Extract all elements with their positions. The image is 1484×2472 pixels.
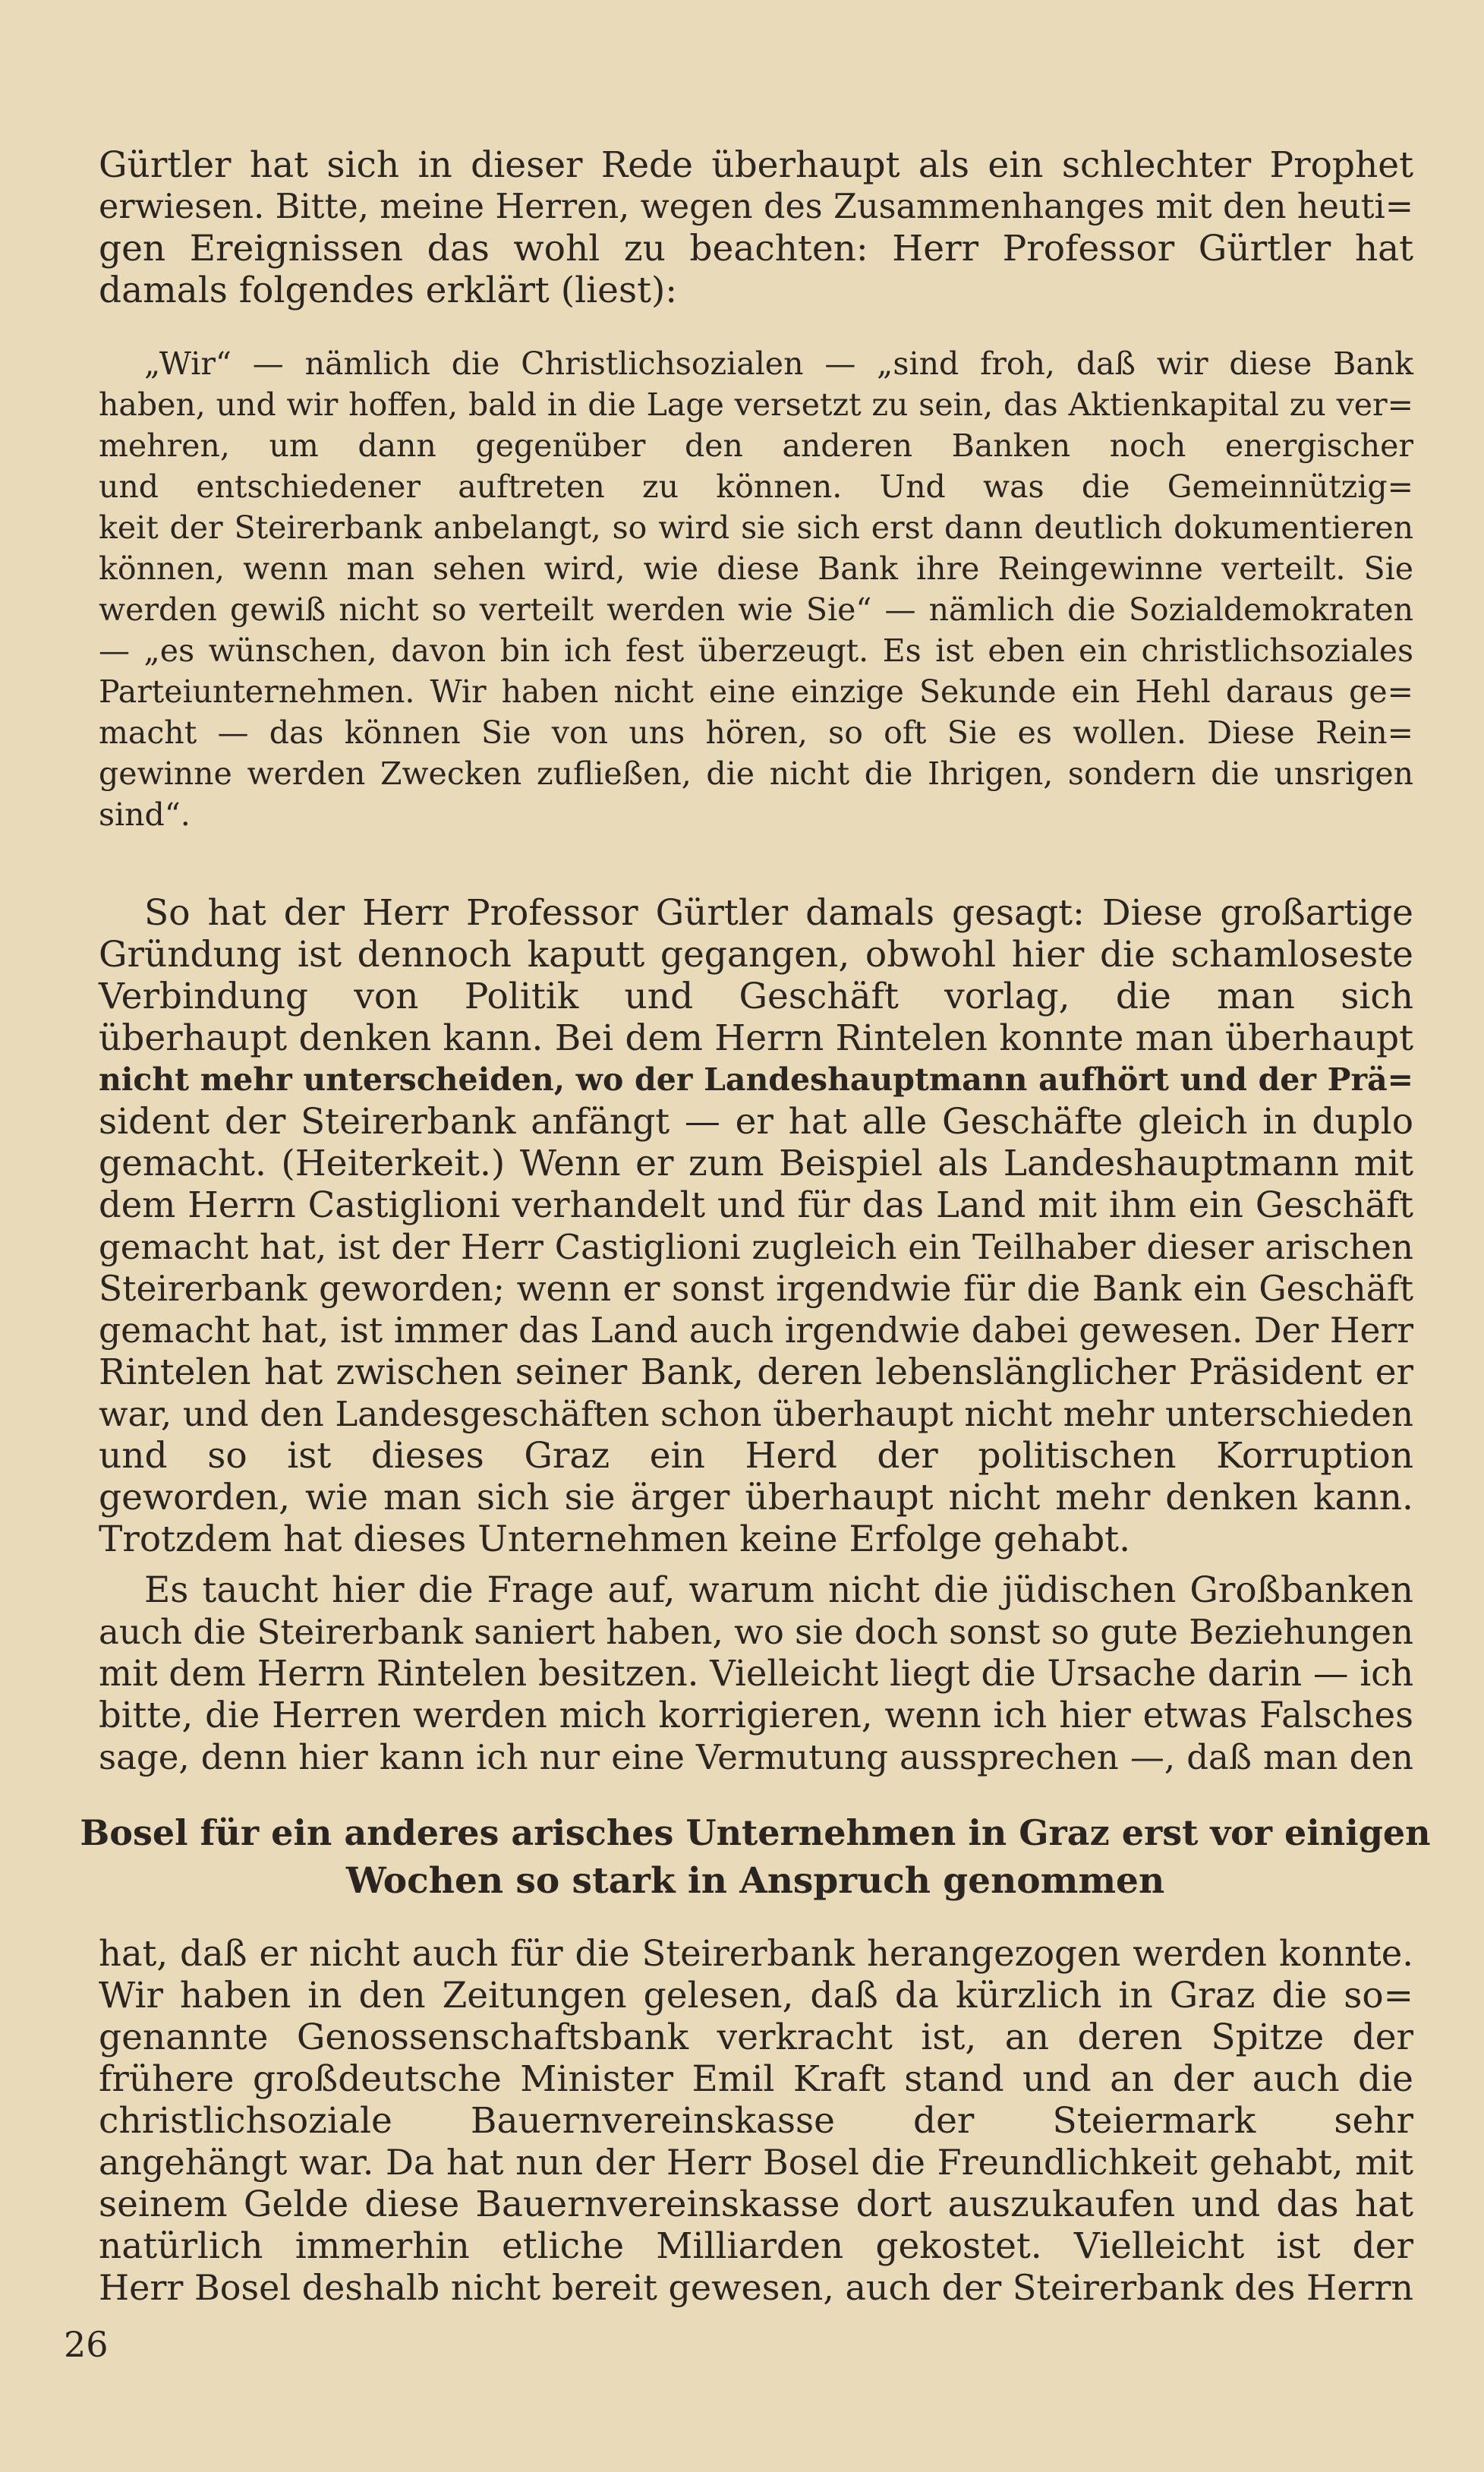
text-line: werden gewiß nicht so verteilt werden wie Sie“ — nämlich die Sozialdemokraten xyxy=(99,591,1413,628)
heading-line: Wochen so stark in Anspruch genommen xyxy=(345,1860,1165,1902)
paragraph-1 xyxy=(99,144,1413,311)
text-line: geworden, wie man sich sie ärger überhaupt nicht mehr denken kann. xyxy=(99,1477,1413,1518)
text-line: christlichsoziale Bauernvereinskasse der Steiermark sehr xyxy=(99,2100,1413,2142)
text-line: gewinne werden Zwecken zufließen, die nicht die Ihrigen, sondern die unsrigen xyxy=(99,755,1413,792)
text-line: natürlich immerhin etliche Milliarden gekostet. Vielleicht ist der xyxy=(99,2225,1413,2267)
text-line: und so ist dieses Graz ein Herd der politischen Korruption xyxy=(99,1435,1413,1477)
text-line: hat, daß er nicht auch für die Steirerbank herangezogen werden konnte. xyxy=(99,1933,1413,1974)
text-line: damals folgendes erklärt (liest): xyxy=(99,270,678,311)
text-line: dem Herrn Castiglioni verhandelt und für das Land mit ihm ein Geschäft xyxy=(99,1184,1413,1225)
text-line: Es taucht hier die Frage auf, warum nicht die jüdischen Großbanken xyxy=(144,1569,1413,1611)
text-line: seinem Gelde diese Bauernvereinskasse dort auszukaufen und das hat xyxy=(99,2183,1413,2225)
text-line: Verbindung von Politik und Geschäft vorlag, die man sich xyxy=(99,976,1413,1017)
page-number: 26 xyxy=(64,2324,109,2365)
text-line: So hat der Herr Professor Gürtler damals gesagt: Diese großartige xyxy=(144,892,1413,934)
text-line: Gürtler hat sich in dieser Rede überhaupt als ein schlechter Prophet xyxy=(99,144,1413,186)
text-line: Gründung ist dennoch kaputt gegangen, obwohl hier die schamloseste xyxy=(99,934,1413,976)
text-line: haben, und wir hoffen, bald in die Lage versetzt zu sein, das Aktienkapital zu ver= xyxy=(99,386,1413,423)
text-line: Trotzdem hat dieses Unternehmen keine Erfolge gehabt. xyxy=(99,1518,1131,1560)
text-line: angehängt war. Da hat nun der Herr Bosel die Freundlichkeit gehabt, mit xyxy=(99,2142,1413,2183)
text-line: „Wir“ — nämlich die Christlichsozialen — „sind froh, daß wir diese Bank xyxy=(144,345,1413,382)
text-line: erwiesen. Bitte, meine Herren, wegen des Zusammenhanges mit den heuti= xyxy=(99,188,1413,226)
text-line: sident der Steirerbank anfängt — er hat alle Geschäfte gleich in duplo xyxy=(99,1101,1413,1143)
text-line: sage, denn hier kann ich nur eine Vermutung aussprechen —, daß man den xyxy=(99,1737,1413,1777)
text-line: frühere großdeutsche Minister Emil Kraft stand und an der auch die xyxy=(99,2058,1413,2100)
text-line: und entschiedener auftreten zu können. Und was die Gemeinnützig= xyxy=(99,468,1413,505)
text-line: Rintelen hat zwischen seiner Bank, deren lebenslänglicher Präsident er xyxy=(99,1351,1413,1393)
paragraph-4 xyxy=(99,1933,1413,2309)
section-heading xyxy=(76,1808,1435,1906)
text-line: macht — das können Sie von uns hören, so oft Sie es wollen. Diese Rein= xyxy=(99,714,1413,751)
text-line: gemacht. (Heiterkeit.) Wenn er zum Beispiel als Landeshauptmann mit xyxy=(99,1143,1413,1184)
heading-line: Bosel für ein anderes arisches Unternehmen in Graz erst vor einigen xyxy=(80,1812,1431,1853)
text-line: nicht mehr unterscheiden, wo der Landeshauptmann aufhört und der Prä= xyxy=(99,1061,1413,1098)
text-line: mit dem Herrn Rintelen besitzen. Vielleicht liegt die Ursache darin — ich xyxy=(99,1653,1414,1694)
text-line: auch die Steirerbank saniert haben, wo sie doch sonst so gute Beziehungen xyxy=(99,1612,1413,1652)
text-line: genannte Genossenschaftsbank verkracht ist, an deren Spitze der xyxy=(99,2016,1413,2058)
text-line: — „es wünschen, davon bin ich fest überzeugt. Es ist eben ein christlichsoziales xyxy=(99,632,1413,669)
paragraph-2 xyxy=(99,892,1413,1560)
text-line: sind“. xyxy=(99,796,191,833)
text-line: bitte, die Herren werden mich korrigieren, wenn ich hier etwas Falsches xyxy=(99,1695,1413,1736)
text-line: gen Ereignissen das wohl zu beachten: Herr Professor Gürtler hat xyxy=(99,228,1413,270)
text-line: überhaupt denken kann. Bei dem Herrn Rintelen konnte man überhaupt xyxy=(99,1017,1413,1059)
text-line: Parteiunternehmen. Wir haben nicht eine einzige Sekunde ein Hehl daraus ge= xyxy=(99,673,1413,710)
text-line: gemacht hat, ist immer das Land auch irgendwie dabei gewesen. Der Herr xyxy=(99,1310,1413,1351)
text-line: Wir haben in den Zeitungen gelesen, daß da kürzlich in Graz die so= xyxy=(99,1975,1413,2016)
text-line: mehren, um dann gegenüber den anderen Banken noch energischer xyxy=(99,427,1413,464)
quoted-passage xyxy=(99,343,1413,835)
text-line: war, und den Landesgeschäften schon überhaupt nicht mehr unterschieden xyxy=(99,1394,1413,1434)
text-line: Steirerbank geworden; wenn er sonst irgendwie für die Bank ein Geschäft xyxy=(99,1269,1413,1309)
text-line: keit der Steirerbank anbelangt, so wird sie sich erst dann deutlich dokumentieren xyxy=(99,509,1413,546)
text-line: gemacht hat, ist der Herr Castiglioni zugleich ein Teilhaber dieser arischen xyxy=(99,1227,1413,1267)
text-line: können, wenn man sehen wird, wie diese Bank ihre Reingewinne verteilt. Sie xyxy=(99,550,1413,587)
text-line: Herr Bosel deshalb nicht bereit gewesen, auch der Steirerbank des Herrn xyxy=(99,2267,1413,2308)
paragraph-3 xyxy=(99,1569,1413,1778)
